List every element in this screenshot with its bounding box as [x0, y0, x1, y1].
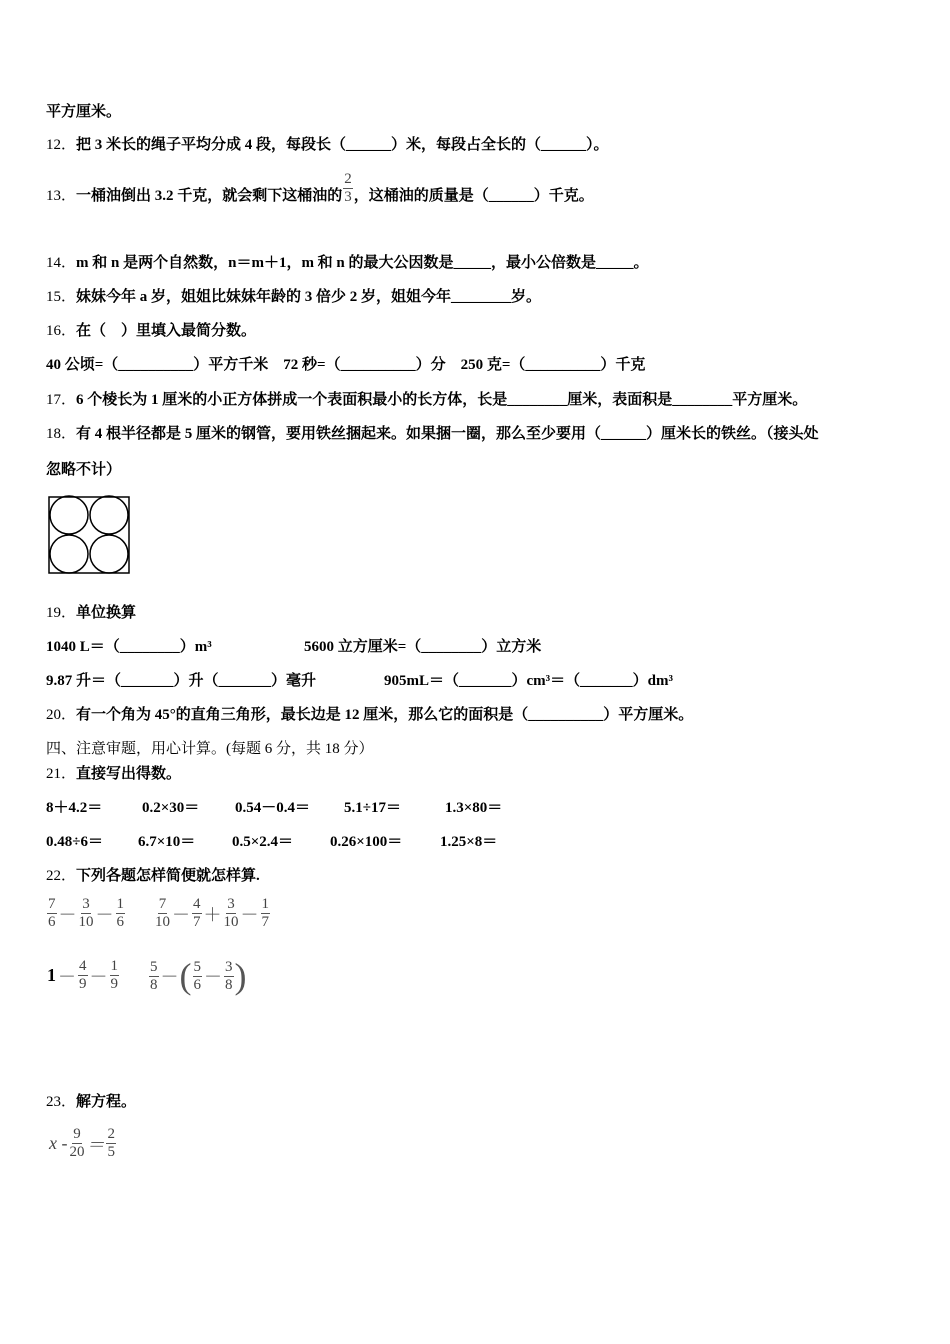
question-text: 6 个棱长为 1 厘米的小正方体拼成一个表面积最小的长方体，长是________厘米，表面积是________平方厘米。 — [76, 392, 808, 408]
calc-item: 0.5×2.4＝ — [232, 834, 294, 850]
denominator: 7 — [193, 914, 201, 930]
question-number: 13． — [46, 188, 77, 204]
question-text: 解方程。 — [76, 1094, 137, 1110]
expression-1 — [46, 896, 126, 931]
fraction — [224, 896, 239, 931]
fraction — [155, 896, 170, 931]
math-symbol: － — [58, 966, 76, 987]
question-12 — [46, 135, 609, 155]
question-text: 下列各题怎样简便就怎样算. — [76, 868, 260, 884]
denominator: 10 — [155, 914, 170, 930]
numerator: 2 — [107, 1126, 115, 1142]
calc-item: 1.3×80＝ — [445, 800, 503, 816]
q19-item: 9.87 升＝（_______）升（_______）毫升 — [46, 673, 317, 689]
question-number: 20． — [46, 707, 77, 723]
calc-item: 1.25×8＝ — [440, 834, 498, 850]
fraction — [47, 896, 57, 931]
expression-2 — [154, 896, 271, 931]
denominator: 8 — [225, 976, 233, 993]
q19-item: 1040 L＝（________）m³ — [46, 639, 212, 655]
denominator: 5 — [107, 1144, 115, 1160]
numerator: 3 — [227, 896, 235, 912]
fraction — [110, 958, 120, 993]
question-number: 19． — [46, 605, 77, 621]
calc-item: 0.26×100＝ — [330, 834, 403, 850]
math-symbol: ＋ — [203, 904, 222, 925]
denominator: 3 — [344, 189, 352, 206]
question-text: 一桶油倒出 3.2 千克，就会剩下这桶油的 — [76, 188, 343, 204]
fraction — [78, 958, 88, 993]
numerator: 5 — [150, 958, 158, 975]
math-symbol: － — [172, 904, 190, 925]
question-number: 22． — [46, 868, 77, 884]
calc-item: 0.54－0.4＝ — [235, 800, 311, 816]
calc-item: 5.1÷17＝ — [344, 800, 401, 816]
numerator: 3 — [82, 896, 90, 912]
numerator: 7 — [48, 896, 56, 912]
question-text: 妹妹今年 a 岁，姐姐比妹妹年龄的 3 倍少 2 岁，姐姐今年________岁。 — [76, 289, 542, 305]
math-symbol: ＝ — [86, 1134, 105, 1155]
math-symbol: － — [160, 967, 179, 987]
math-symbol: － — [89, 966, 108, 987]
denominator: 6 — [193, 976, 201, 993]
math-symbol: x - — [49, 1133, 68, 1153]
fraction — [343, 171, 353, 206]
q21-row-1 — [46, 798, 502, 818]
question-14 — [46, 253, 649, 273]
question-number: 12． — [46, 137, 77, 153]
numerator: 4 — [193, 896, 201, 912]
math-symbol: ( — [179, 956, 192, 996]
question-text: 把 3 米长的绳子平均分成 4 段，每段长（______）米，每段占全长的（______）。 — [76, 137, 609, 153]
numerator: 1 — [261, 896, 269, 912]
question-17 — [46, 390, 807, 410]
continuation-text: 平方厘米。 — [46, 104, 122, 120]
question-number: 16． — [46, 323, 77, 339]
numerator: 3 — [225, 958, 233, 975]
question-text: 有 4 根半径都是 5 厘米的钢管，要用铁丝捆起来。如果捆一圈，那么至少要用（______）厘米长的铁丝。（接头处 — [76, 426, 819, 442]
fraction — [69, 1126, 84, 1161]
calc-item: 0.48÷6＝ — [46, 834, 103, 850]
denominator: 9 — [79, 976, 87, 992]
expression-4 — [148, 958, 247, 994]
fraction — [149, 959, 159, 994]
question-13 — [46, 171, 594, 216]
q19-item: 905mL＝（_______）cm³＝（_______）dm³ — [384, 673, 673, 689]
denominator: 6 — [116, 914, 124, 930]
denominator: 7 — [261, 914, 269, 930]
question-15 — [46, 287, 541, 307]
denominator: 6 — [48, 914, 56, 930]
calc-item: 6.7×10＝ — [138, 834, 196, 850]
question-16-row: 40 公顷=（__________）平方千米 72 秒=（__________）分 250 克=（__________）千克 — [46, 357, 646, 373]
fraction — [261, 896, 271, 931]
numerator: 4 — [79, 958, 87, 974]
question-text: m 和 n 是两个自然数，n＝m＋1，m 和 n 的最大公因数是_____，最小公倍数是_____。 — [76, 255, 649, 271]
fraction — [224, 959, 234, 994]
question-22 — [46, 866, 260, 886]
question-number: 17． — [46, 392, 77, 408]
question-number: 14． — [46, 255, 77, 271]
q21-row-2 — [46, 832, 497, 852]
denominator: 9 — [110, 976, 118, 992]
question-number: 21． — [46, 766, 77, 782]
fraction — [116, 896, 126, 931]
question-text: 直接写出得数。 — [76, 766, 182, 782]
question-number: 15． — [46, 289, 77, 305]
math-symbol: ) — [234, 956, 247, 996]
math-symbol: － — [58, 904, 77, 925]
math-symbol: － — [204, 967, 222, 987]
denominator: 8 — [150, 976, 158, 993]
math-symbol: － — [240, 904, 259, 925]
denominator: 10 — [223, 914, 239, 930]
question-number: 23． — [46, 1094, 77, 1110]
q19-item: 5600 立方厘米=（________）立方米 — [304, 639, 542, 655]
denominator: 10 — [78, 914, 94, 930]
fraction — [106, 1126, 116, 1161]
question-text: ，这桶油的质量是（______）千克。 — [353, 188, 594, 204]
question-number: 18． — [46, 426, 77, 442]
fraction — [192, 896, 202, 931]
question-20 — [46, 705, 693, 725]
fraction — [79, 896, 94, 931]
question-18 — [46, 424, 819, 444]
numerator: 1 — [110, 958, 118, 974]
question-23 — [46, 1092, 136, 1112]
math-symbol: － — [95, 904, 114, 925]
question-text: 单位换算 — [76, 605, 137, 621]
question-18-cont: 忽略不计） — [46, 462, 122, 478]
question-19 — [46, 603, 136, 623]
question-16 — [46, 321, 256, 341]
question-21 — [46, 764, 181, 784]
question-text: 在（ ）里填入最简分数。 — [76, 323, 257, 339]
numerator: 5 — [193, 958, 201, 975]
question-text: 有一个角为 45°的直角三角形，最长边是 12 厘米，那么它的面积是（__________）平方厘米。 — [76, 707, 694, 723]
numerator: 1 — [116, 896, 124, 912]
fraction — [193, 959, 203, 994]
denominator: 20 — [69, 1144, 85, 1160]
numerator: 2 — [344, 171, 352, 188]
math-symbol: 1 — [47, 965, 56, 985]
expression-3 — [46, 958, 120, 993]
section-heading: 四、注意审题，用心计算。(每题 6 分，共 18 分） — [46, 741, 374, 757]
calc-item: 0.2×30＝ — [142, 800, 200, 816]
numerator: 7 — [158, 896, 167, 912]
equation — [48, 1126, 117, 1161]
calc-item: 8＋4.2＝ — [46, 800, 103, 816]
four-pipes-figure — [46, 494, 132, 576]
numerator: 9 — [73, 1126, 81, 1142]
